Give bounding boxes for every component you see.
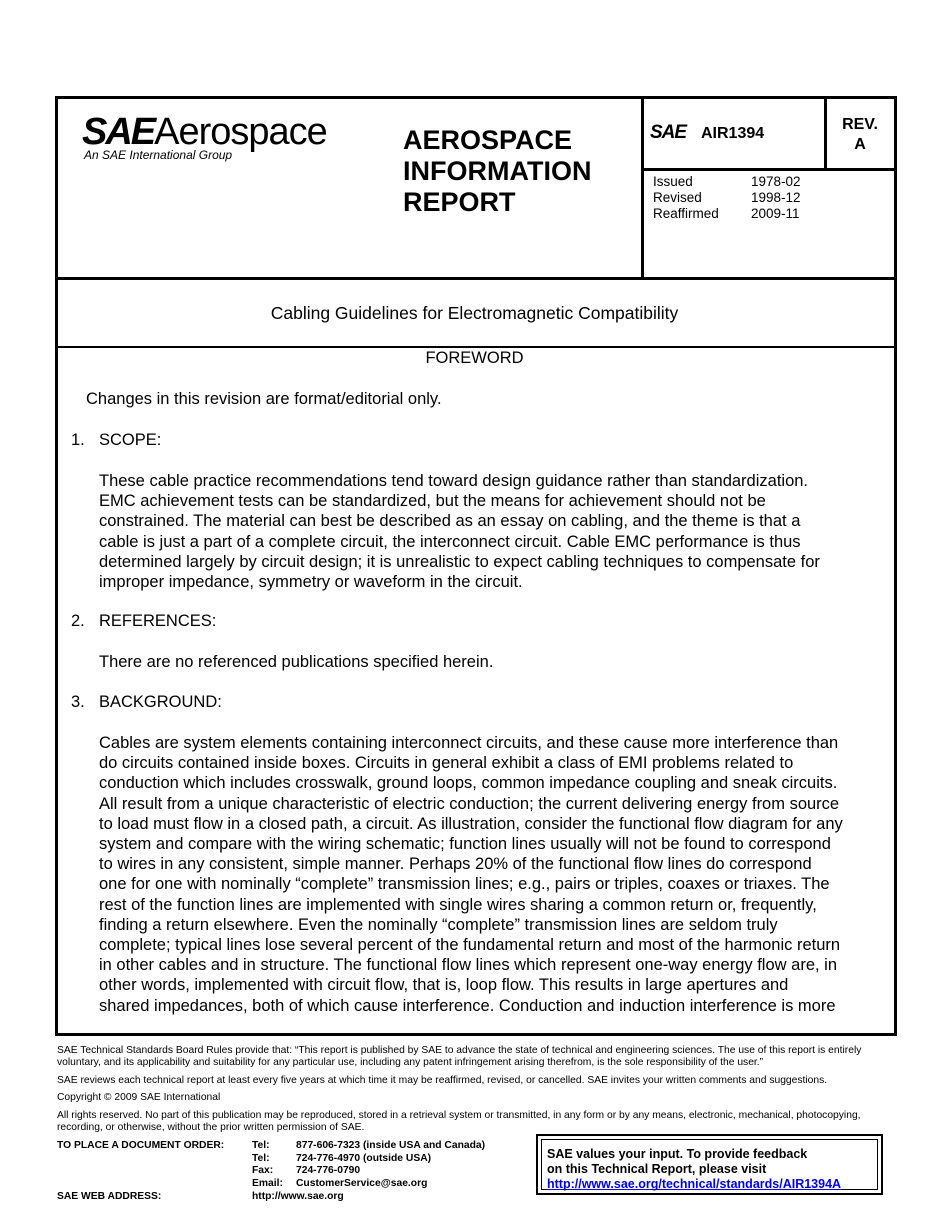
document-type xyxy=(403,125,633,218)
paragraph-line: There are no referenced publications specified herein. xyxy=(99,653,494,671)
footer-copyright: Copyright © 2009 SAE International xyxy=(57,1092,221,1103)
feedback-line: on this Technical Report, please visit xyxy=(547,1162,767,1176)
date-list xyxy=(653,174,801,222)
date-label: Reaffirmed xyxy=(653,206,719,221)
paragraph-line: cable is just a part of a complete circuit, the interconnect circuit. Cable EMC performance is thus xyxy=(99,532,801,551)
paragraph-line: All result from a unique characteristic of electric conduction; the current delivering energy from source xyxy=(99,794,840,813)
sae-aerospace-logo xyxy=(82,112,327,162)
section-paragraph-background xyxy=(99,733,869,1016)
doc-type-line: AEROSPACE xyxy=(403,125,573,155)
paragraph-line: do circuits contained inside boxes. Circuits in general exhibit a class of EMI problems related to xyxy=(99,754,794,773)
paragraph-line: system and compare with the wiring schematic; function lines usually will not be found to correspond xyxy=(99,835,831,854)
paragraph-line: other words, implemented with circuit flow, that is, loop flow. This results in large apertures and xyxy=(99,976,789,995)
date-row-revised xyxy=(653,190,801,206)
paragraph-line: improper impedance, symmetry or waveform in the circuit. xyxy=(99,573,523,592)
web-address-label: SAE WEB ADDRESS: xyxy=(57,1191,162,1202)
paragraph-line: EMC achievement tests can be standardized, but the means for achievement should not be xyxy=(99,492,766,511)
footer-review: SAE reviews each technical report at least every five years at which time it may be reaffirmed, revised, or cancelled. SAE invites your written comments and suggestions. xyxy=(57,1075,828,1086)
date-value: 1978-02 xyxy=(751,174,801,189)
order-label: TO PLACE A DOCUMENT ORDER: xyxy=(57,1140,225,1151)
paragraph-line: to wires in any consistent, simple manner. Perhaps 20% of the functional flow lines do correspond xyxy=(99,855,812,874)
paragraph-line: These cable practice recommendations tend toward design guidance rather than standardization. xyxy=(99,472,809,490)
rev-value: A xyxy=(854,136,866,153)
paragraph-line: one for one with nominally “complete” transmission lines; e.g., pairs or triples, coaxes or triaxes. The xyxy=(99,875,830,894)
docnum-divider-horizontal xyxy=(641,168,894,171)
feedback-box xyxy=(536,1134,883,1195)
doc-type-line: REPORT xyxy=(403,187,516,217)
web-address-link[interactable]: http://www.sae.org xyxy=(252,1191,344,1202)
section-title: SCOPE: xyxy=(99,431,162,449)
paragraph-line: shared impedances, both of which cause interference. Conduction and induction interference is more xyxy=(99,996,836,1015)
paragraph-line: complete; typical lines lose several percent of the fundamental return and most of the harmonic return xyxy=(99,936,841,955)
contact-email[interactable]: CustomerService@sae.org xyxy=(296,1178,428,1189)
section-paragraph-references xyxy=(99,652,869,672)
date-value: 1998-12 xyxy=(751,190,801,205)
header-divider-horizontal xyxy=(55,277,894,280)
title-divider-horizontal xyxy=(55,346,894,348)
section-number: 3. xyxy=(71,693,85,711)
doc-type-line: INFORMATION xyxy=(403,156,592,186)
paragraph-line: to load must flow in a closed path, a circuit. As illustration, consider the functional flow diagram for any xyxy=(99,814,843,833)
section-title: BACKGROUND: xyxy=(99,693,222,711)
sae-mark-icon: SAE xyxy=(650,122,687,143)
contact-label: Email: xyxy=(252,1178,283,1189)
section-number: 2. xyxy=(71,612,85,630)
header-divider-vertical xyxy=(641,96,644,279)
paragraph-line: finding a return elsewhere. Even the nominally “complete” transmission lines are seldom truly xyxy=(99,915,778,934)
logo-brand: SAE xyxy=(82,111,155,153)
feedback-box-inner xyxy=(541,1139,878,1190)
foreword-heading: FOREWORD xyxy=(425,349,524,367)
document-number: AIR1394 xyxy=(701,125,765,142)
section-number: 1. xyxy=(71,431,85,449)
paragraph-line: conduction which includes crosswalk, ground loops, common impedance coupling and sneak circuits. xyxy=(99,774,838,793)
paragraph-line: Cables are system elements containing interconnect circuits, and these cause more interference than xyxy=(99,734,839,752)
date-row-issued xyxy=(653,174,801,190)
document-title: Cabling Guidelines for Electromagnetic Compatibility xyxy=(270,303,679,323)
rev-divider-vertical xyxy=(824,96,827,170)
contact-label: Tel: xyxy=(252,1140,270,1151)
date-label: Revised xyxy=(653,190,702,205)
paragraph-line: constrained. The material can best be described as an essay on cabling, and the theme is that a xyxy=(99,512,801,531)
date-value: 2009-11 xyxy=(751,206,800,221)
date-row-reaffirmed xyxy=(653,206,801,222)
contact-label: Fax: xyxy=(252,1165,274,1176)
logo-word: Aerospace xyxy=(154,111,327,153)
rev-label: REV. xyxy=(842,116,878,133)
feedback-line: SAE values your input. To provide feedback xyxy=(547,1147,808,1161)
section-title: REFERENCES: xyxy=(99,612,217,630)
foreword-text: Changes in this revision are format/editorial only. xyxy=(86,390,442,408)
paragraph-line: rest of the function lines are implemented with single wires sharing a common return or, frequently, xyxy=(99,895,817,914)
revision-box xyxy=(830,115,890,155)
section-paragraph-scope xyxy=(99,471,869,592)
footer-rights: All rights reserved. No part of this publication may be reproduced, stored in a retrieval system or transmitted, in any form or by any means, electronic, mechanical, photocopying, recording, or otherwise, without the prior written permission of SAE. xyxy=(57,1110,861,1133)
contact-value: 877-606-7323 (inside USA and Canada) xyxy=(296,1140,486,1151)
contact-value: 724-776-0790 xyxy=(296,1165,361,1176)
paragraph-line: determined largely by circuit design; it is unrealistic to expect cabling techniques to compensate for xyxy=(99,552,820,571)
contact-label: Tel: xyxy=(252,1153,270,1164)
footer-rules: SAE Technical Standards Board Rules provide that: “This report is published by SAE to advance the state of technical and engineering sciences. The use of this report is entirely voluntary, and its applicability and suitability for any particular use, including any patent infringement arising therefrom, is the sole responsibility of the user.” xyxy=(57,1045,862,1068)
logo-tagline: An SAE International Group xyxy=(84,148,233,162)
contact-value: 724-776-4970 (outside USA) xyxy=(296,1153,432,1164)
feedback-link[interactable]: http://www.sae.org/technical/standards/AIR1394A xyxy=(547,1177,842,1191)
paragraph-line: in other cables and in structure. The functional flow lines which represent one-way energy flow are, in xyxy=(99,956,838,975)
date-label: Issued xyxy=(653,174,693,189)
